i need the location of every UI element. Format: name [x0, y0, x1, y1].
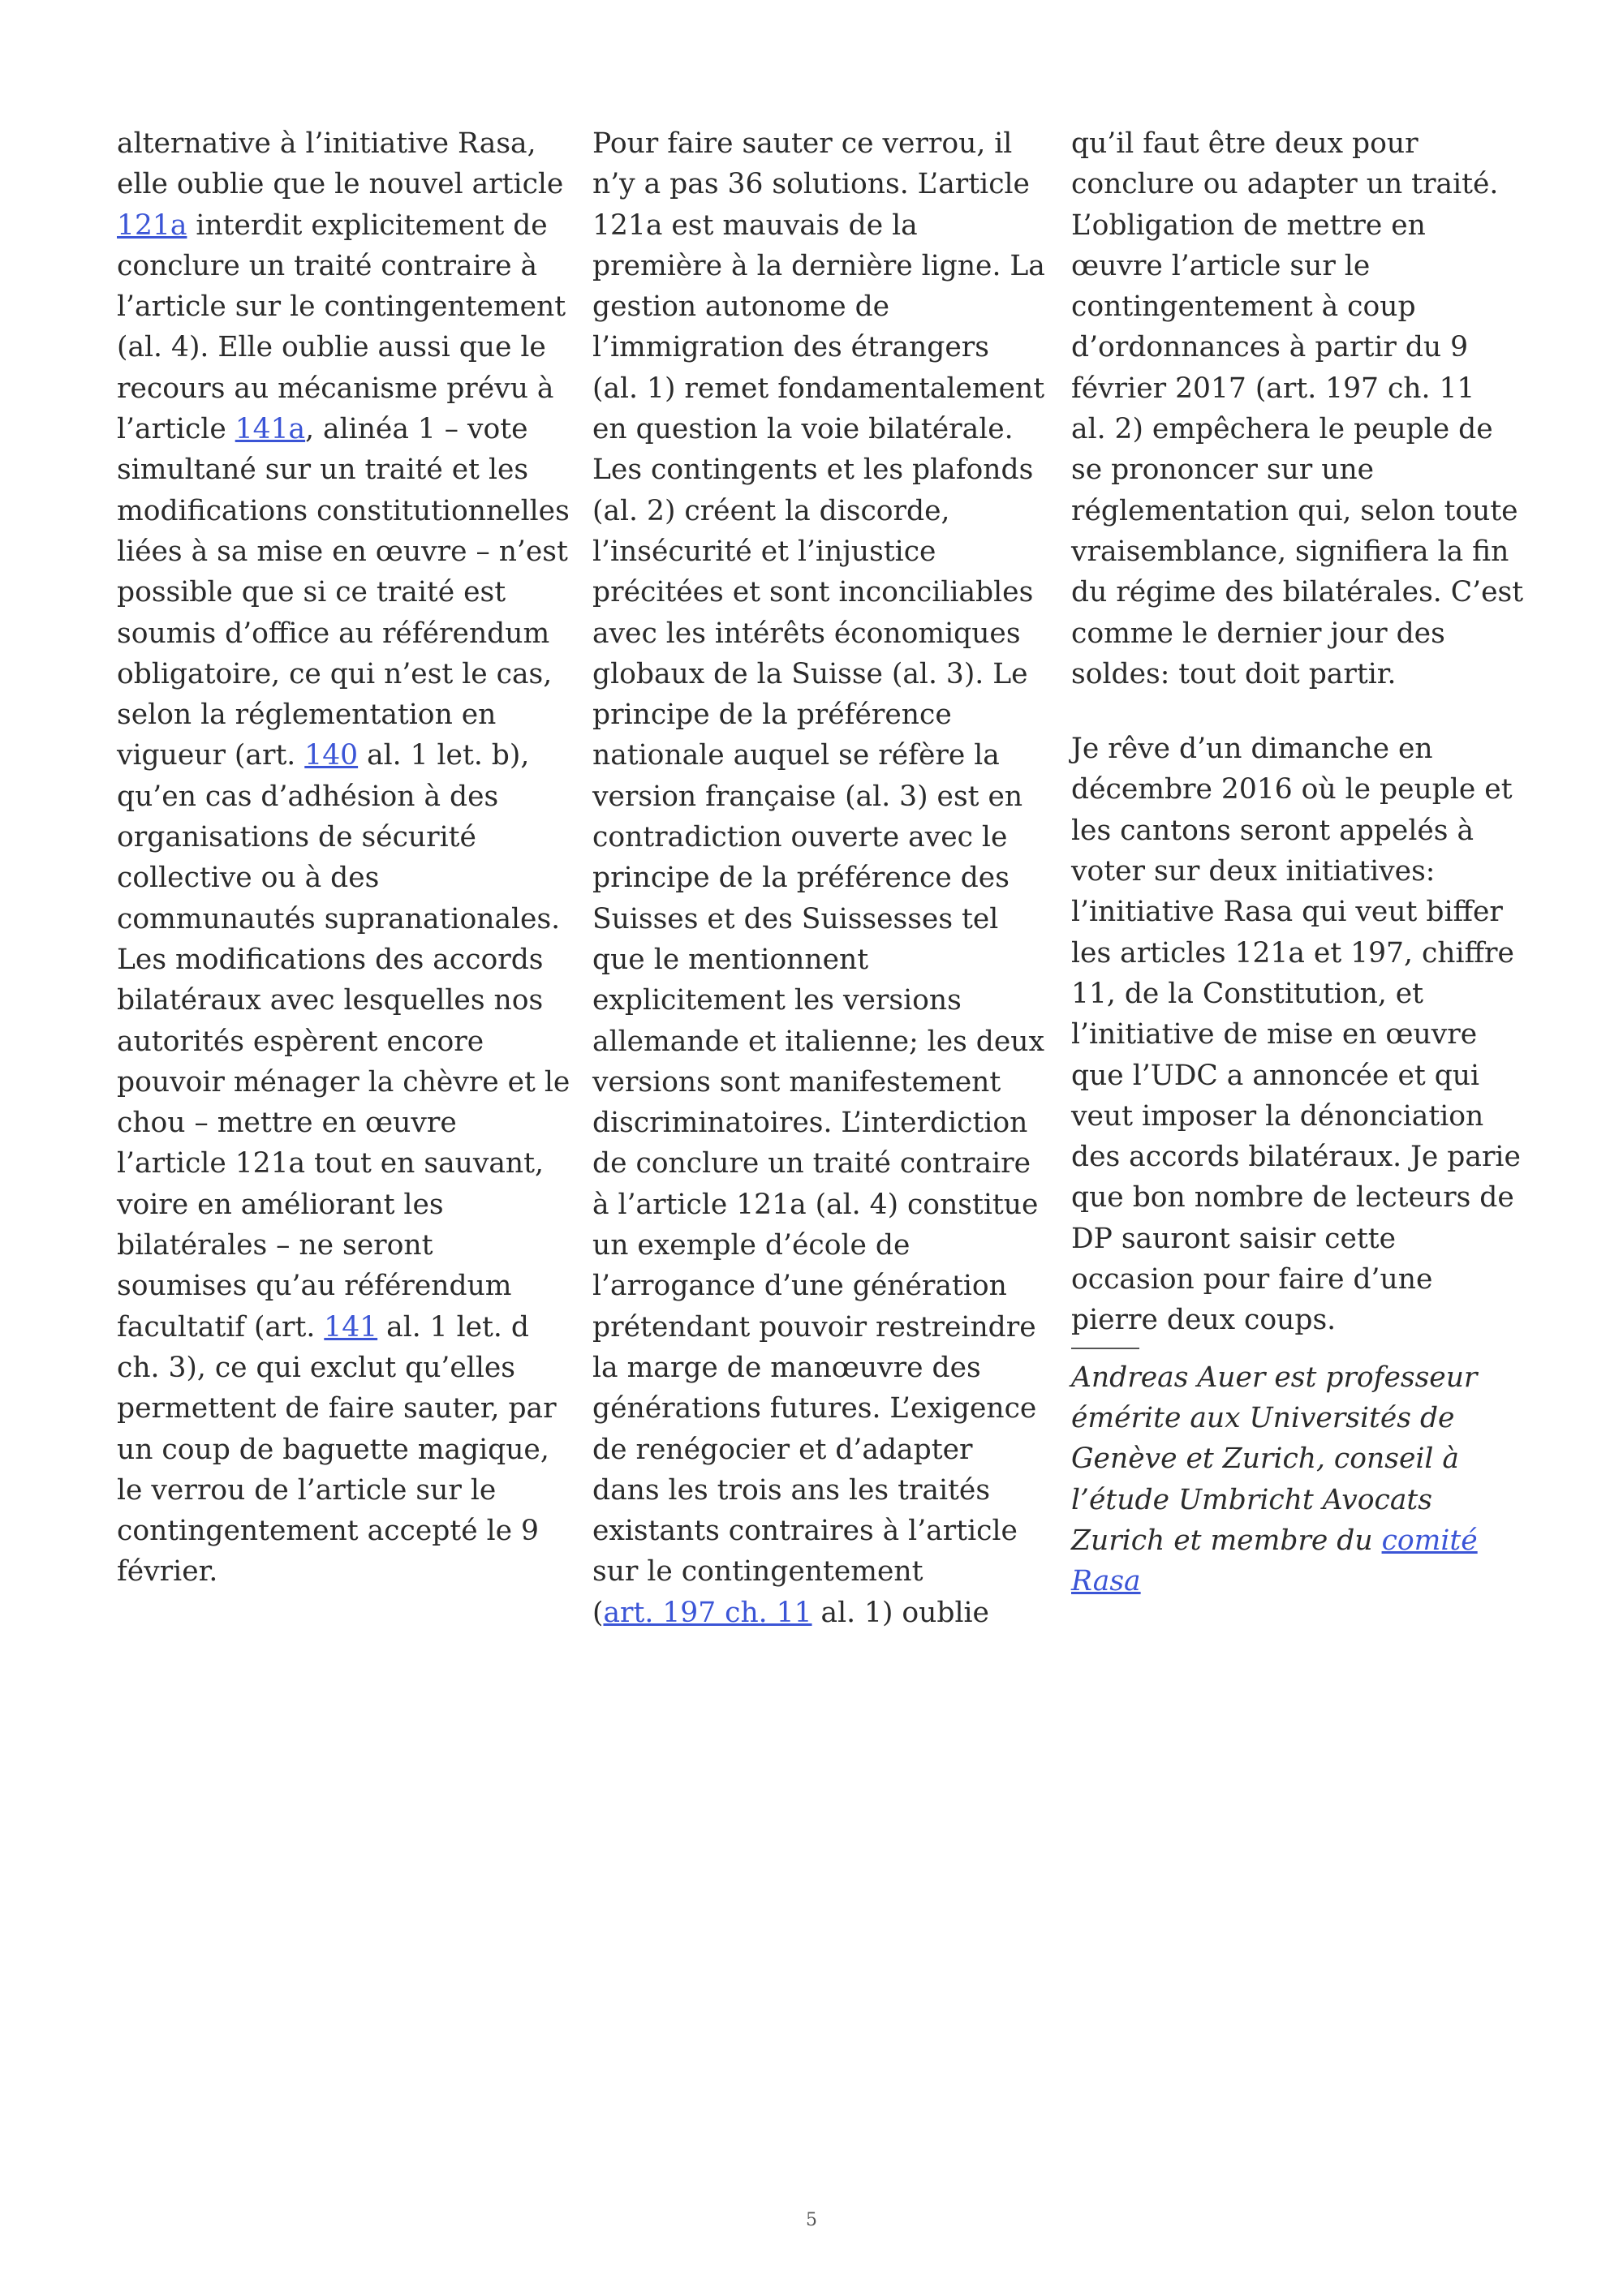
paragraph-gap	[1071, 694, 1534, 729]
text-segment: liées à sa mise en œuvre – n’est	[117, 535, 568, 568]
text-line	[592, 1062, 1048, 1103]
text-line	[117, 939, 573, 980]
text-segment: la marge de manœuvre des	[592, 1351, 981, 1384]
text-line	[592, 531, 1048, 572]
text-line	[117, 572, 573, 613]
text-segment: l’arrogance d’une génération	[592, 1270, 1007, 1303]
text-line: veut imposer la dénonciation	[1071, 1099, 1484, 1133]
text-line: pierre deux coups.	[1071, 1304, 1337, 1337]
text-line	[592, 1103, 1048, 1143]
text-line	[117, 1348, 573, 1388]
text-segment: version française (al. 3) est en	[592, 780, 1023, 813]
text-line	[117, 1143, 573, 1184]
text-line	[117, 491, 573, 531]
text-segment: (	[592, 1596, 604, 1629]
text-line: DP sauront saisir cette	[1071, 1222, 1397, 1255]
text-segment: sur le contingentement	[592, 1555, 923, 1589]
text-line: que bon nombre de lecteurs de	[1071, 1181, 1514, 1215]
text-line: conclure ou adapter un traité.	[1071, 168, 1499, 201]
text-line: les cantons seront appelés à	[1071, 814, 1474, 847]
text-line: vraisemblance, signifiera la fin	[1071, 535, 1509, 568]
article-link[interactable]: 141	[324, 1310, 378, 1344]
text-segment: existants contraires à l’article	[592, 1515, 1018, 1548]
text-line: les articles 121a et 197, chiffre	[1071, 936, 1514, 970]
text-segment: possible que si ce traité est	[117, 576, 506, 609]
text-segment: permettent de faire sauter, par	[117, 1392, 557, 1425]
text-segment: Suisses et des Suissesses tel	[592, 902, 999, 935]
text-segment: nationale auquel se réfère la	[592, 739, 1000, 772]
text-segment: explicitement les versions	[592, 984, 962, 1017]
text-segment: de conclure un traité contraire	[592, 1147, 1031, 1180]
text-segment: simultané sur un traité et les	[117, 454, 529, 487]
text-segment: versions sont manifestement	[592, 1065, 1001, 1099]
text-line	[117, 1266, 573, 1306]
text-line	[592, 1185, 1048, 1225]
text-line	[592, 899, 1048, 939]
comite-rasa-link[interactable]: comité	[1381, 1524, 1478, 1557]
text-line	[117, 1307, 573, 1348]
article-link[interactable]: 140	[304, 739, 359, 772]
text-line	[592, 1307, 1048, 1348]
text-segment: al. 1 let. b),	[358, 739, 530, 772]
paragraph-dream	[1071, 729, 1534, 1340]
bio-line	[1071, 1561, 1534, 1602]
text-line: se prononcer sur une	[1071, 454, 1375, 487]
text-line: occasion pour faire d’une	[1071, 1263, 1433, 1296]
text-line	[592, 368, 1048, 409]
text-line	[592, 980, 1048, 1021]
text-line	[592, 409, 1048, 449]
bio-line: Genève et Zurich, conseil à	[1071, 1443, 1459, 1476]
text-segment: obligatoire, ce qui n’est le cas,	[117, 657, 553, 690]
text-line: décembre 2016 où le peuple et	[1071, 773, 1513, 806]
text-line: L’obligation de mettre en	[1071, 209, 1426, 242]
text-segment: modifications constitutionnelles	[117, 494, 570, 527]
text-line	[592, 1266, 1048, 1306]
text-segment: Les modifications des accords	[117, 943, 544, 976]
text-line: d’ordonnances à partir du 9	[1071, 331, 1469, 364]
text-line: des accords bilatéraux. Je parie	[1071, 1141, 1521, 1174]
text-segment: organisations de sécurité	[117, 821, 476, 854]
text-line	[117, 654, 573, 694]
text-segment: al. 1) oublie	[812, 1596, 989, 1629]
text-line	[117, 980, 573, 1021]
text-segment: Pour faire sauter ce verrou, il	[592, 127, 1013, 160]
text-line	[592, 776, 1048, 817]
bio-line: émérite aux Universités de	[1071, 1401, 1455, 1434]
text-line: œuvre l’article sur le	[1071, 249, 1371, 282]
text-line	[117, 1511, 573, 1551]
text-segment: prétendant pouvoir restreindre	[592, 1310, 1036, 1344]
text-line: al. 2) empêchera le peuple de	[1071, 413, 1493, 446]
text-segment: conclure un traité contraire à	[117, 249, 538, 282]
text-segment: l’immigration des étrangers	[592, 331, 989, 364]
text-line	[592, 858, 1048, 898]
text-line	[117, 1470, 573, 1511]
text-segment: précitées et sont inconciliables	[592, 576, 1034, 609]
text-line	[117, 1551, 573, 1592]
text-line	[592, 205, 1048, 246]
text-segment: communautés supranationales.	[117, 902, 561, 935]
text-segment: que le mentionnent	[592, 943, 869, 976]
text-segment: l’insécurité et l’injustice	[592, 535, 936, 568]
text-line	[592, 817, 1048, 858]
text-line	[117, 817, 573, 858]
text-segment: collective ou à des	[117, 862, 380, 895]
text-segment: ch. 3), ce qui exclut qu’elles	[117, 1351, 515, 1384]
text-line: février 2017 (art. 197 ch. 11	[1071, 372, 1475, 405]
text-segment: l’article 121a tout en sauvant,	[117, 1147, 544, 1180]
text-segment: qu’en cas d’adhésion à des	[117, 780, 499, 813]
text-line	[592, 327, 1048, 368]
text-line	[592, 1551, 1048, 1592]
text-line	[592, 1021, 1048, 1062]
article-link[interactable]: 121a	[117, 209, 187, 242]
text-line	[592, 613, 1048, 654]
text-line	[117, 449, 573, 490]
text-segment: à l’article 121a (al. 4) constitue	[592, 1188, 1039, 1221]
text-line	[592, 1143, 1048, 1184]
text-line: comme le dernier jour des	[1071, 617, 1445, 650]
text-line	[592, 246, 1048, 286]
bio-line	[1071, 1520, 1534, 1561]
text-segment: générations futures. L’exigence	[592, 1392, 1037, 1425]
text-segment: contradiction ouverte avec le	[592, 821, 1008, 854]
text-line: Je rêve d’un dimanche en	[1071, 733, 1433, 766]
author-bio	[1071, 1357, 1534, 1602]
text-line	[117, 246, 573, 286]
text-segment: (al. 1) remet fondamentalement	[592, 372, 1045, 405]
text-segment: allemande et italienne; les deux	[592, 1025, 1044, 1058]
text-segment: l’article	[117, 413, 235, 446]
text-segment: gestion autonome de	[592, 290, 890, 324]
text-line	[592, 1511, 1048, 1551]
text-segment: pouvoir ménager la chèvre et le	[117, 1065, 570, 1099]
text-line	[117, 164, 573, 204]
text-line	[117, 123, 573, 164]
text-segment: vigueur (art.	[117, 739, 305, 772]
text-segment: autorités espèrent encore	[117, 1025, 484, 1058]
text-segment: alternative à l’initiative Rasa,	[117, 127, 536, 160]
text-line	[117, 1185, 573, 1225]
text-line: du régime des bilatérales. C’est	[1071, 576, 1524, 609]
text-line: contingentement à coup	[1071, 290, 1416, 324]
page-number: 5	[806, 2210, 817, 2230]
text-line	[592, 449, 1048, 490]
column-1	[117, 123, 573, 1593]
text-line	[117, 1388, 573, 1429]
text-line	[117, 368, 573, 409]
text-line	[117, 1062, 573, 1103]
text-line	[592, 572, 1048, 613]
text-line	[592, 1388, 1048, 1429]
text-line	[117, 776, 573, 817]
text-line: l’initiative de mise en œuvre	[1071, 1018, 1478, 1051]
text-line: soldes: tout doit partir.	[1071, 657, 1397, 690]
text-segment: bilatérales – ne seront	[117, 1229, 433, 1262]
text-line	[117, 1021, 573, 1062]
text-line: voter sur deux initiatives:	[1071, 855, 1436, 888]
text-segment: recours au mécanisme prévu à	[117, 372, 554, 405]
text-line	[592, 123, 1048, 164]
text-line	[117, 286, 573, 327]
text-segment: facultatif (art.	[117, 1310, 325, 1344]
article-link[interactable]: art. 197 ch. 11	[603, 1596, 812, 1629]
text-segment: contingentement accepté le 9	[117, 1515, 539, 1548]
text-line: l’initiative Rasa qui veut biffer	[1071, 896, 1503, 929]
text-segment: soumis d’office au référendum	[117, 617, 550, 650]
text-segment: première à la dernière ligne. La	[592, 249, 1045, 282]
text-line	[117, 1103, 573, 1143]
bio-line: Andreas Auer est professeur	[1071, 1361, 1478, 1394]
text-segment: interdit explicitement de	[187, 209, 548, 242]
text-line	[592, 1430, 1048, 1470]
text-segment: soumises qu’au référendum	[117, 1270, 512, 1303]
text-segment: de renégocier et d’adapter	[592, 1433, 973, 1466]
text-line	[117, 694, 573, 735]
text-line	[117, 613, 573, 654]
text-line: qu’il faut être deux pour	[1071, 127, 1419, 160]
text-segment: un coup de baguette magique,	[117, 1433, 549, 1466]
bio-text: Zurich et membre du	[1071, 1524, 1382, 1557]
text-segment: principe de la préférence des	[592, 862, 1010, 895]
paragraph-conclusion	[1071, 123, 1534, 694]
text-line	[592, 939, 1048, 980]
text-line	[592, 286, 1048, 327]
text-segment: selon la réglementation en	[117, 699, 497, 732]
text-line: 11, de la Constitution, et	[1071, 977, 1424, 1010]
text-line	[592, 654, 1048, 694]
text-segment: voire en améliorant les	[117, 1188, 444, 1221]
text-line	[592, 491, 1048, 531]
text-segment: (al. 4). Elle oublie aussi que le	[117, 331, 546, 364]
text-segment: (al. 2) créent la discorde,	[592, 494, 950, 527]
text-segment: Les contingents et les plafonds	[592, 454, 1034, 487]
article-link[interactable]: 141a	[235, 413, 306, 446]
text-segment: dans les trois ans les traités	[592, 1473, 991, 1507]
text-segment: globaux de la Suisse (al. 3). Le	[592, 657, 1028, 690]
text-line: que l’UDC a annoncée et qui	[1071, 1059, 1480, 1092]
text-segment: n’y a pas 36 solutions. L’article	[592, 168, 1030, 201]
column-3	[1071, 123, 1534, 1602]
text-line	[117, 1430, 573, 1470]
text-line	[592, 1470, 1048, 1511]
text-segment: principe de la préférence	[592, 699, 952, 732]
text-segment: chou – mettre en œuvre	[117, 1107, 457, 1140]
text-segment: bilatéraux avec lesquelles nos	[117, 984, 544, 1017]
text-line	[592, 1593, 1048, 1633]
text-line	[117, 1225, 573, 1266]
text-line	[117, 899, 573, 939]
text-line	[592, 694, 1048, 735]
text-segment: le verrou de l’article sur le	[117, 1473, 497, 1507]
text-segment: al. 1 let. d	[377, 1310, 529, 1344]
text-line	[117, 735, 573, 776]
column-2	[592, 123, 1048, 1633]
text-line	[117, 327, 573, 368]
text-line	[592, 1225, 1048, 1266]
text-segment: , alinéa 1 – vote	[305, 413, 528, 446]
text-segment: un exemple d’école de	[592, 1229, 911, 1262]
text-line	[592, 1348, 1048, 1388]
text-segment: l’article sur le contingentement	[117, 290, 566, 324]
text-segment: 121a est mauvais de la	[592, 209, 918, 242]
text-line	[117, 205, 573, 246]
text-line	[592, 735, 1048, 776]
text-line: réglementation qui, selon toute	[1071, 494, 1518, 527]
text-segment: en question la voie bilatérale.	[592, 413, 1014, 446]
text-segment: elle oublie que le nouvel article	[117, 168, 564, 201]
text-segment: février.	[117, 1555, 218, 1589]
text-line	[117, 531, 573, 572]
text-line	[592, 164, 1048, 204]
bio-separator-rule	[1071, 1348, 1139, 1357]
text-line	[117, 409, 573, 449]
bio-line: l’étude Umbricht Avocats	[1071, 1483, 1432, 1516]
text-line	[117, 858, 573, 898]
text-segment: avec les intérêts économiques	[592, 617, 1021, 650]
comite-rasa-link-continued[interactable]: Rasa	[1071, 1565, 1141, 1598]
text-segment: discriminatoires. L’interdiction	[592, 1107, 1028, 1140]
